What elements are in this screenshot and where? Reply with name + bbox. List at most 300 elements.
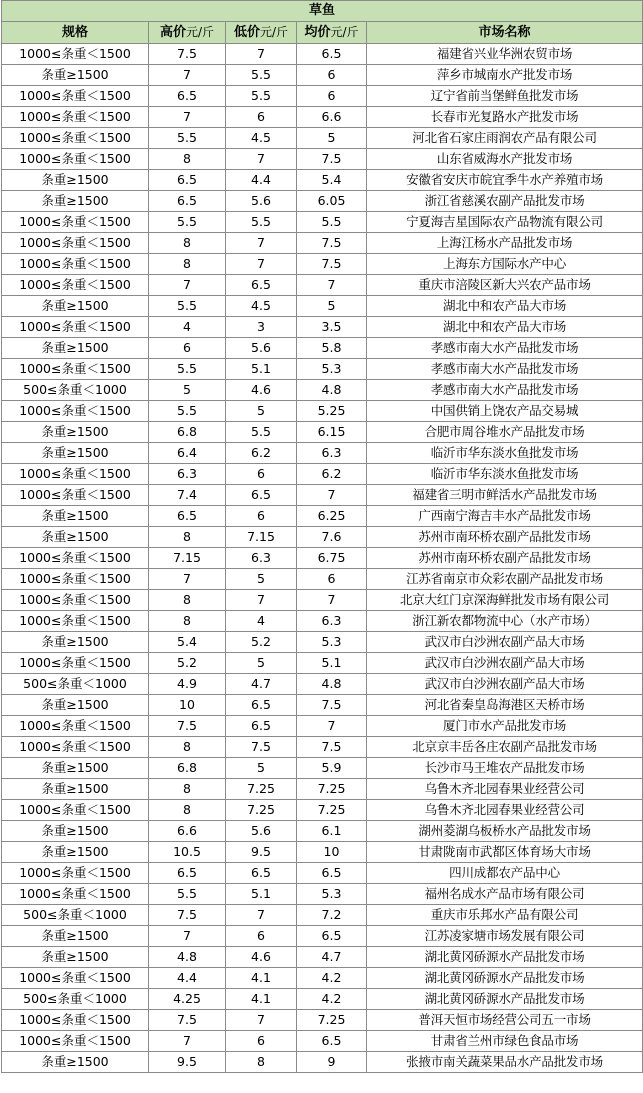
cell-high: 4.8: [149, 947, 226, 968]
table-row: [2, 1052, 643, 1073]
cell-high: 6.3: [149, 464, 226, 485]
cell-market: 萍乡市城南水产批发市场: [367, 65, 643, 86]
cell-low: 5.1: [226, 359, 297, 380]
table-row: [2, 842, 643, 863]
cell-low: 7.15: [226, 527, 297, 548]
cell-market: 江苏凌家塘市场发展有限公司: [367, 926, 643, 947]
cell-low: 4.4: [226, 170, 297, 191]
cell-low: 6.5: [226, 695, 297, 716]
cell-low: 9.5: [226, 842, 297, 863]
cell-high: 7: [149, 107, 226, 128]
cell-avg: 5.3: [297, 884, 367, 905]
table-row: [2, 611, 643, 632]
cell-high: 6.5: [149, 191, 226, 212]
cell-avg: 6.3: [297, 611, 367, 632]
cell-market: 河北省秦皇岛海港区天桥市场: [367, 695, 643, 716]
cell-avg: 10: [297, 842, 367, 863]
price-table: [1, 0, 643, 1073]
cell-high: 7: [149, 569, 226, 590]
cell-high: 5.5: [149, 401, 226, 422]
cell-spec: 1000≤条重＜1500: [2, 968, 149, 989]
cell-market: 北京京丰岳各庄农副产品批发市场: [367, 737, 643, 758]
cell-spec: 1000≤条重＜1500: [2, 233, 149, 254]
header-low: [226, 22, 297, 44]
cell-spec: 条重≥1500: [2, 842, 149, 863]
table-row: [2, 863, 643, 884]
header-spec: 规格: [2, 22, 149, 44]
cell-low: 5: [226, 401, 297, 422]
cell-low: 4.5: [226, 296, 297, 317]
cell-avg: 6.5: [297, 863, 367, 884]
cell-high: 7: [149, 275, 226, 296]
cell-high: 7.5: [149, 44, 226, 65]
cell-market: 北京大红门京深海鲜批发市场有限公司: [367, 590, 643, 611]
cell-low: 5.5: [226, 422, 297, 443]
header-high-unit: 元/斤: [185, 25, 215, 39]
cell-high: 6: [149, 338, 226, 359]
cell-avg: 7.6: [297, 527, 367, 548]
cell-spec: 1000≤条重＜1500: [2, 317, 149, 338]
cell-avg: 7.5: [297, 254, 367, 275]
cell-market: 湖北黄冈硚源水产品批发市场: [367, 989, 643, 1010]
cell-avg: 6.75: [297, 548, 367, 569]
cell-market: 张掖市南关蔬菜果品水产品批发市场: [367, 1052, 643, 1073]
cell-high: 6.8: [149, 422, 226, 443]
cell-spec: 1000≤条重＜1500: [2, 590, 149, 611]
cell-high: 7.5: [149, 905, 226, 926]
cell-high: 6.5: [149, 863, 226, 884]
table-body: [2, 44, 643, 1073]
cell-high: 5.5: [149, 128, 226, 149]
table-row: [2, 422, 643, 443]
cell-market: 福建省兴业华洲农贸市场: [367, 44, 643, 65]
cell-high: 7: [149, 65, 226, 86]
cell-high: 4.25: [149, 989, 226, 1010]
cell-low: 4: [226, 611, 297, 632]
cell-market: 上海东方国际水产中心: [367, 254, 643, 275]
table-row: [2, 1010, 643, 1031]
cell-spec: 1000≤条重＜1500: [2, 401, 149, 422]
cell-spec: 1000≤条重＜1500: [2, 800, 149, 821]
cell-high: 8: [149, 149, 226, 170]
cell-market: 四川成都农产品中心: [367, 863, 643, 884]
cell-high: 7.15: [149, 548, 226, 569]
cell-spec: 1000≤条重＜1500: [2, 359, 149, 380]
cell-avg: 3.5: [297, 317, 367, 338]
cell-market: 临沂市华东淡水鱼批发市场: [367, 443, 643, 464]
cell-market: 安徽省安庆市皖宜季牛水产养殖市场: [367, 170, 643, 191]
cell-low: 6.5: [226, 275, 297, 296]
cell-low: 4.5: [226, 128, 297, 149]
cell-avg: 7.5: [297, 737, 367, 758]
cell-spec: 1000≤条重＜1500: [2, 1010, 149, 1031]
cell-market: 浙江新农都物流中心（水产市场）: [367, 611, 643, 632]
cell-spec: 条重≥1500: [2, 170, 149, 191]
table-row: [2, 506, 643, 527]
table-row: [2, 86, 643, 107]
cell-avg: 5.25: [297, 401, 367, 422]
table-row: [2, 44, 643, 65]
cell-spec: 条重≥1500: [2, 632, 149, 653]
cell-high: 8: [149, 527, 226, 548]
cell-low: 7: [226, 44, 297, 65]
table-row: [2, 653, 643, 674]
table-row: [2, 275, 643, 296]
cell-spec: 1000≤条重＜1500: [2, 548, 149, 569]
cell-spec: 条重≥1500: [2, 527, 149, 548]
table-row: [2, 170, 643, 191]
cell-spec: 条重≥1500: [2, 695, 149, 716]
cell-high: 6.6: [149, 821, 226, 842]
cell-low: 5: [226, 653, 297, 674]
cell-spec: 条重≥1500: [2, 779, 149, 800]
table-row: [2, 128, 643, 149]
table-row: [2, 905, 643, 926]
cell-low: 8: [226, 1052, 297, 1073]
cell-market: 厦门市水产品批发市场: [367, 716, 643, 737]
cell-low: 6: [226, 464, 297, 485]
cell-high: 8: [149, 233, 226, 254]
cell-high: 5.5: [149, 884, 226, 905]
cell-avg: 6: [297, 86, 367, 107]
cell-spec: 1000≤条重＜1500: [2, 863, 149, 884]
cell-market: 江苏省南京市众彩农副产品批发市场: [367, 569, 643, 590]
cell-market: 乌鲁木齐北园春果业经营公司: [367, 800, 643, 821]
cell-avg: 4.8: [297, 674, 367, 695]
header-avg: [297, 22, 367, 44]
cell-high: 8: [149, 800, 226, 821]
cell-high: 10: [149, 695, 226, 716]
table-row: [2, 989, 643, 1010]
cell-avg: 7.25: [297, 800, 367, 821]
cell-avg: 6.2: [297, 464, 367, 485]
header-low-label: 低价: [233, 25, 260, 40]
cell-avg: 7.25: [297, 779, 367, 800]
cell-avg: 6.5: [297, 44, 367, 65]
cell-avg: 6.05: [297, 191, 367, 212]
cell-market: 孝感市南大水产品批发市场: [367, 380, 643, 401]
cell-market: 孝感市南大水产品批发市场: [367, 338, 643, 359]
cell-avg: 5.9: [297, 758, 367, 779]
table-row: [2, 800, 643, 821]
table-row: [2, 590, 643, 611]
cell-low: 4.1: [226, 968, 297, 989]
table-row: [2, 443, 643, 464]
table-row: [2, 254, 643, 275]
cell-low: 6.3: [226, 548, 297, 569]
table-title: 草鱼: [2, 1, 643, 22]
header-avg-unit: 元/斤: [330, 25, 359, 39]
cell-high: 5: [149, 380, 226, 401]
cell-avg: 6.25: [297, 506, 367, 527]
cell-spec: 条重≥1500: [2, 191, 149, 212]
table-row: [2, 716, 643, 737]
cell-high: 6.5: [149, 506, 226, 527]
cell-spec: 1000≤条重＜1500: [2, 884, 149, 905]
cell-low: 6: [226, 506, 297, 527]
cell-high: 6.5: [149, 86, 226, 107]
cell-market: 苏州市南环桥农副产品批发市场: [367, 527, 643, 548]
cell-market: 乌鲁木齐北园春果业经营公司: [367, 779, 643, 800]
cell-avg: 5: [297, 128, 367, 149]
cell-spec: 条重≥1500: [2, 443, 149, 464]
cell-high: 8: [149, 254, 226, 275]
table-row: [2, 191, 643, 212]
cell-spec: 1000≤条重＜1500: [2, 716, 149, 737]
cell-avg: 7.25: [297, 1010, 367, 1031]
cell-spec: 1000≤条重＜1500: [2, 254, 149, 275]
cell-market: 辽宁省前当堡鲜鱼批发市场: [367, 86, 643, 107]
cell-market: 上海江杨水产品批发市场: [367, 233, 643, 254]
cell-high: 5.2: [149, 653, 226, 674]
cell-spec: 条重≥1500: [2, 1052, 149, 1073]
cell-low: 7.25: [226, 779, 297, 800]
cell-avg: 4.8: [297, 380, 367, 401]
cell-low: 6.5: [226, 863, 297, 884]
cell-high: 7: [149, 926, 226, 947]
table-row: [2, 338, 643, 359]
cell-spec: 1000≤条重＜1500: [2, 653, 149, 674]
cell-high: 8: [149, 737, 226, 758]
cell-market: 武汉市白沙洲农副产品大市场: [367, 653, 643, 674]
cell-market: 孝感市南大水产品批发市场: [367, 359, 643, 380]
title-row: [2, 1, 643, 22]
cell-high: 7.5: [149, 1010, 226, 1031]
cell-high: 9.5: [149, 1052, 226, 1073]
cell-low: 7: [226, 590, 297, 611]
cell-low: 5.6: [226, 821, 297, 842]
cell-low: 7: [226, 233, 297, 254]
cell-high: 10.5: [149, 842, 226, 863]
cell-high: 7.4: [149, 485, 226, 506]
cell-spec: 1000≤条重＜1500: [2, 611, 149, 632]
table-row: [2, 317, 643, 338]
table-row: [2, 149, 643, 170]
cell-market: 重庆市乐邦水产品有限公司: [367, 905, 643, 926]
cell-low: 6.5: [226, 485, 297, 506]
table-row: [2, 674, 643, 695]
table-row: [2, 569, 643, 590]
cell-market: 武汉市白沙洲农副产品大市场: [367, 674, 643, 695]
cell-high: 6.4: [149, 443, 226, 464]
cell-spec: 1000≤条重＜1500: [2, 149, 149, 170]
cell-spec: 1000≤条重＜1500: [2, 86, 149, 107]
cell-high: 7: [149, 1031, 226, 1052]
cell-spec: 条重≥1500: [2, 422, 149, 443]
cell-avg: 5.3: [297, 632, 367, 653]
cell-avg: 7: [297, 485, 367, 506]
cell-high: 5.4: [149, 632, 226, 653]
cell-avg: 6: [297, 569, 367, 590]
cell-spec: 1000≤条重＜1500: [2, 569, 149, 590]
table-row: [2, 884, 643, 905]
cell-low: 6: [226, 1031, 297, 1052]
cell-avg: 6.6: [297, 107, 367, 128]
cell-high: 5.5: [149, 212, 226, 233]
cell-low: 7: [226, 905, 297, 926]
cell-spec: 条重≥1500: [2, 506, 149, 527]
cell-market: 中国供销上饶农产品交易城: [367, 401, 643, 422]
cell-high: 7.5: [149, 716, 226, 737]
cell-spec: 条重≥1500: [2, 65, 149, 86]
cell-market: 临沂市华东淡水鱼批发市场: [367, 464, 643, 485]
table-row: [2, 968, 643, 989]
cell-low: 7: [226, 254, 297, 275]
cell-low: 7: [226, 149, 297, 170]
table-row: [2, 107, 643, 128]
cell-market: 长春市光复路水产批发市场: [367, 107, 643, 128]
cell-low: 5.5: [226, 65, 297, 86]
table-row: [2, 947, 643, 968]
cell-low: 7: [226, 1010, 297, 1031]
cell-avg: 7.5: [297, 149, 367, 170]
cell-high: 4.9: [149, 674, 226, 695]
cell-avg: 4.2: [297, 989, 367, 1010]
table-row: [2, 695, 643, 716]
cell-low: 5.5: [226, 86, 297, 107]
header-avg-label: 均价: [304, 25, 331, 40]
cell-market: 福建省三明市鲜活水产品批发市场: [367, 485, 643, 506]
cell-low: 5.6: [226, 338, 297, 359]
cell-low: 3: [226, 317, 297, 338]
cell-market: 宁夏海吉星国际农产品物流有限公司: [367, 212, 643, 233]
cell-spec: 1000≤条重＜1500: [2, 485, 149, 506]
cell-avg: 9: [297, 1052, 367, 1073]
cell-avg: 5.8: [297, 338, 367, 359]
cell-avg: 7: [297, 716, 367, 737]
cell-market: 合肥市周谷堆水产品批发市场: [367, 422, 643, 443]
table-row: [2, 758, 643, 779]
table-row: [2, 527, 643, 548]
cell-spec: 1000≤条重＜1500: [2, 107, 149, 128]
cell-high: 8: [149, 590, 226, 611]
cell-low: 4.6: [226, 947, 297, 968]
cell-market: 普洱天恒市场经营公司五一市场: [367, 1010, 643, 1031]
cell-market: 山东省威海水产批发市场: [367, 149, 643, 170]
table-row: [2, 380, 643, 401]
cell-avg: 7: [297, 275, 367, 296]
table-row: [2, 212, 643, 233]
cell-low: 6: [226, 926, 297, 947]
header-market: 市场名称: [367, 22, 643, 44]
header-low-unit: 元/斤: [259, 25, 289, 39]
cell-avg: 6: [297, 65, 367, 86]
cell-low: 6.2: [226, 443, 297, 464]
table-row: [2, 779, 643, 800]
cell-spec: 500≤条重＜1000: [2, 989, 149, 1010]
cell-market: 福州名成水产品市场有限公司: [367, 884, 643, 905]
cell-spec: 1000≤条重＜1500: [2, 212, 149, 233]
cell-avg: 7.2: [297, 905, 367, 926]
cell-avg: 5: [297, 296, 367, 317]
table-row: [2, 737, 643, 758]
cell-avg: 5.1: [297, 653, 367, 674]
cell-market: 湖北中和农产品大市场: [367, 296, 643, 317]
cell-spec: 条重≥1500: [2, 926, 149, 947]
cell-low: 4.6: [226, 380, 297, 401]
table-row: [2, 821, 643, 842]
cell-avg: 6.1: [297, 821, 367, 842]
cell-low: 6: [226, 107, 297, 128]
cell-spec: 条重≥1500: [2, 821, 149, 842]
table-row: [2, 926, 643, 947]
cell-spec: 1000≤条重＜1500: [2, 128, 149, 149]
cell-spec: 500≤条重＜1000: [2, 380, 149, 401]
cell-market: 湖北黄冈硚源水产品批发市场: [367, 947, 643, 968]
cell-avg: 7.5: [297, 233, 367, 254]
header-row: [2, 22, 643, 44]
header-high: [149, 22, 226, 44]
table-row: [2, 65, 643, 86]
table-row: [2, 1031, 643, 1052]
table-row: [2, 548, 643, 569]
cell-market: 甘肃陇南市武都区体育场大市场: [367, 842, 643, 863]
cell-spec: 1000≤条重＜1500: [2, 464, 149, 485]
cell-spec: 500≤条重＜1000: [2, 905, 149, 926]
table-row: [2, 359, 643, 380]
cell-avg: 4.2: [297, 968, 367, 989]
cell-spec: 500≤条重＜1000: [2, 674, 149, 695]
cell-low: 5.2: [226, 632, 297, 653]
cell-high: 6.5: [149, 170, 226, 191]
cell-market: 湖北中和农产品大市场: [367, 317, 643, 338]
cell-low: 4.1: [226, 989, 297, 1010]
cell-avg: 6.15: [297, 422, 367, 443]
table-row: [2, 233, 643, 254]
cell-low: 5: [226, 569, 297, 590]
cell-market: 广西南宁海吉丰水产品批发市场: [367, 506, 643, 527]
cell-low: 7.5: [226, 737, 297, 758]
table-row: [2, 464, 643, 485]
cell-spec: 条重≥1500: [2, 758, 149, 779]
cell-avg: 7: [297, 590, 367, 611]
cell-avg: 5.4: [297, 170, 367, 191]
cell-market: 长沙市马王堆农产品批发市场: [367, 758, 643, 779]
header-high-label: 高价: [159, 25, 186, 40]
cell-low: 5.5: [226, 212, 297, 233]
cell-market: 湖北黄冈硚源水产品批发市场: [367, 968, 643, 989]
table-row: [2, 632, 643, 653]
cell-high: 8: [149, 611, 226, 632]
cell-spec: 条重≥1500: [2, 338, 149, 359]
table-row: [2, 401, 643, 422]
cell-spec: 1000≤条重＜1500: [2, 737, 149, 758]
cell-spec: 1000≤条重＜1500: [2, 44, 149, 65]
cell-avg: 7.5: [297, 695, 367, 716]
cell-market: 河北省石家庄雨润农产品有限公司: [367, 128, 643, 149]
cell-high: 5.5: [149, 359, 226, 380]
cell-market: 苏州市南环桥农副产品批发市场: [367, 548, 643, 569]
cell-high: 5.5: [149, 296, 226, 317]
cell-avg: 5.3: [297, 359, 367, 380]
cell-low: 5.6: [226, 191, 297, 212]
cell-avg: 5.5: [297, 212, 367, 233]
cell-market: 重庆市涪陵区新大兴农产品市场: [367, 275, 643, 296]
cell-high: 8: [149, 779, 226, 800]
cell-avg: 6.5: [297, 1031, 367, 1052]
cell-spec: 条重≥1500: [2, 947, 149, 968]
cell-high: 4: [149, 317, 226, 338]
table-row: [2, 296, 643, 317]
cell-low: 5.1: [226, 884, 297, 905]
cell-avg: 4.7: [297, 947, 367, 968]
cell-spec: 条重≥1500: [2, 296, 149, 317]
cell-spec: 1000≤条重＜1500: [2, 275, 149, 296]
cell-high: 6.8: [149, 758, 226, 779]
cell-market: 甘肃省兰州市绿色食品市场: [367, 1031, 643, 1052]
cell-low: 6.5: [226, 716, 297, 737]
cell-low: 5: [226, 758, 297, 779]
